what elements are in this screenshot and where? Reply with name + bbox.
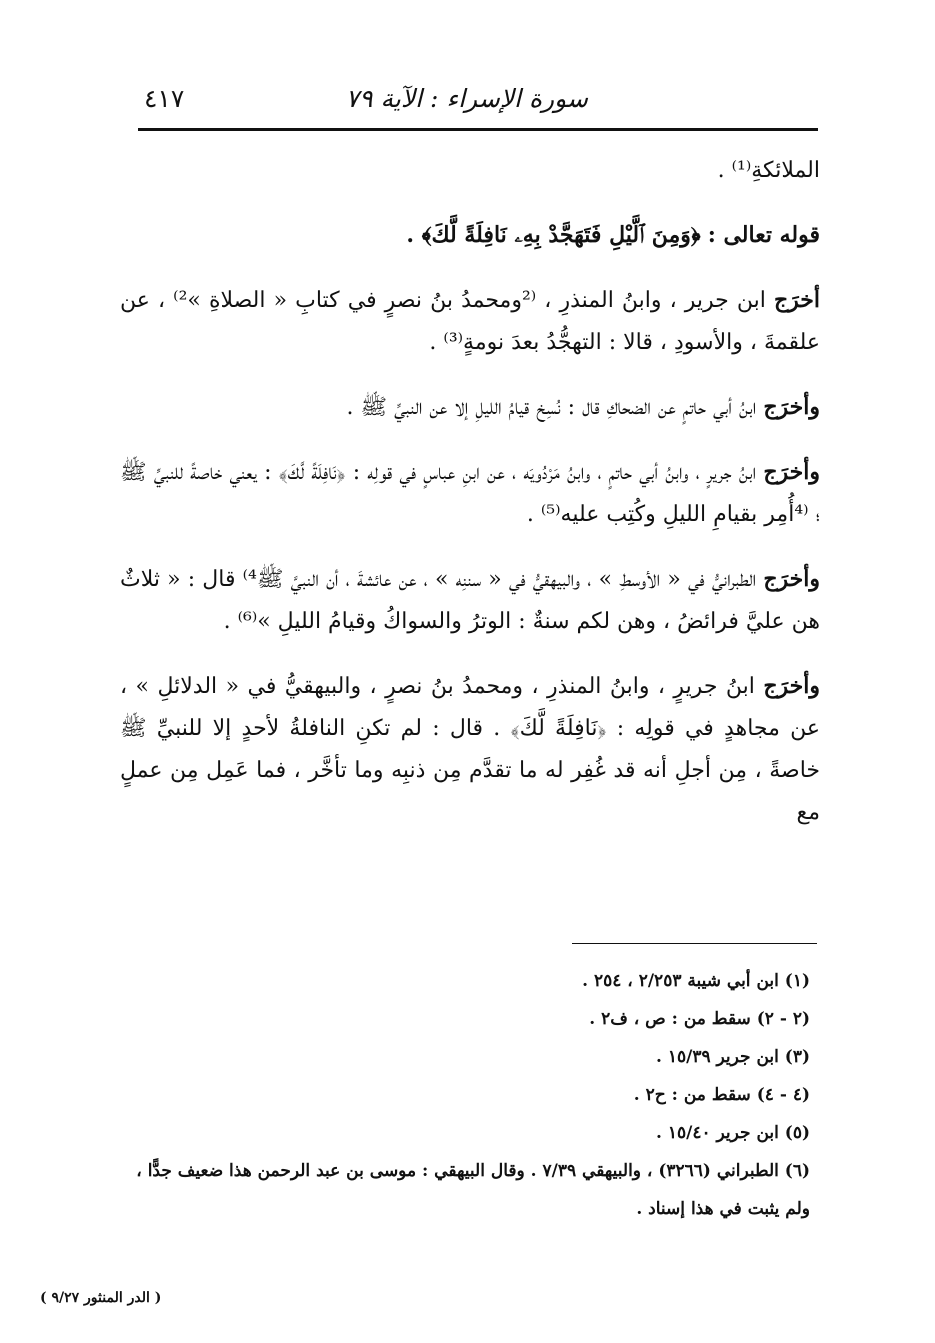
paragraph-lead: وأخرَج: [763, 673, 820, 699]
paragraph-text: ابنُ أبي حاتمٍ عن الضحاكِ قال : نُسِخ قيامُ الليلِ إلا عن النبيِّ ﷺ .: [346, 395, 757, 420]
paragraph-lead: وأخرَج: [763, 459, 821, 485]
verse-lead: قوله تعالى :: [707, 222, 820, 248]
paragraph-text: ابنُ جريرٍ ، وابنُ المنذرِ ، ومحمدُ بنُ نصرٍ ، والبيهقيُّ في « الدلائلِ » ، عن مجاهدٍ في قولِه : ﴿نَافِلَةً لَّكَ﴾ . قال : لم تكنِ النافلةُ لأحدٍ إلا للنبيِّ ﷺ خاصةً ، مِن أجلِ أنه قد غُفِر له ما تقدَّم مِن ذنبِه وما تأخَّر ، فما عَمِل مِن عملٍ مع: [120, 674, 820, 825]
footnote: (٤ - ٤) سقط من : ح٢ .: [633, 1085, 810, 1105]
paragraph-text: الملائكةِ⁽¹⁾ .: [717, 158, 820, 183]
paragraph-text: الطبرانيُّ في « الأوسطِ » ، والبيهقيُّ في « سننِه » ، عن عائشةَ ، أن النبيَّ ﷺ⁴⁾ قال : « ثلاثٌ هن عليَّ فرائضُ ، وهن لكم سنةٌ : الوترُ والسواكُ وقيامُ الليلِ »⁽⁶⁾ .: [120, 567, 820, 634]
footnote: (٣) ابن جرير ١٥/٣٩ .: [656, 1047, 810, 1067]
page-header: [138, 78, 818, 126]
paragraph: [120, 150, 820, 192]
footnote: (٢ - ٢) سقط من : ص ، ف٢ .: [589, 1009, 810, 1029]
footnote-separator: [572, 943, 817, 944]
paragraph-lead: أخرَج: [773, 287, 821, 313]
paragraph: [120, 451, 820, 536]
paragraph: [120, 279, 820, 364]
page-number: ٤١٧: [144, 84, 185, 113]
footnote: (٥) ابن جرير ١٥/٤٠ .: [656, 1123, 810, 1143]
paragraph-text: ابنُ جريرٍ ، وابنُ أبي حاتمٍ ، وابنُ مَرْدُويَه ، عن ابنِ عباسٍ في قولِه : ﴿نَافِلَةً لَّكَ﴾ : يعني خاصةً للنبيِّ ﷺ ؛ ⁽⁴أُمِر بقيامِ الليلِ وكُتِب عليه⁽⁵⁾ .: [120, 460, 820, 527]
quran-verse: ﴿وَمِنَ ٱلَّيْلِ فَتَهَجَّدْ بِهِۦ نَافِلَةً لَّكَ﴾ .: [406, 222, 701, 248]
paragraph-lead: وأخرَج: [763, 566, 820, 592]
footnote: (١) ابن أبي شيبة ٢/٢٥٣ ، ٢٥٤ .: [582, 971, 810, 991]
paragraph: [120, 558, 820, 643]
footnote: (٦) الطبراني (٣٢٦٦) ، والبيهقي ٧/٣٩ . وقال البيهقي : موسى بن عبد الرحمن هذا ضعيف جدًّا ،: [136, 1161, 810, 1181]
colophon: ( الدر المنثور ٩/٢٧ ): [40, 1290, 162, 1306]
verse-heading: [120, 214, 820, 257]
running-title: سورة الإسراء : الآية ٧٩: [345, 84, 588, 113]
paragraph: [120, 665, 820, 834]
paragraph-lead: وأخرَج: [763, 394, 820, 420]
paragraph: [120, 386, 820, 429]
header-rule: [138, 128, 818, 131]
footnote: ولم يثبت في هذا إسناد .: [636, 1199, 810, 1219]
main-text: [120, 150, 820, 856]
paragraph-text: ابن جرير ، وابنُ المنذرِ ، ⁽²ومحمدُ بنُ نصرٍ في كتابِ « الصلاةِ »²⁾ ، عن علقمةَ ، والأسودِ ، قالا : التهجُّدُ بعدَ نومةٍ⁽³⁾ .: [120, 288, 820, 355]
footnotes: [120, 962, 810, 1228]
